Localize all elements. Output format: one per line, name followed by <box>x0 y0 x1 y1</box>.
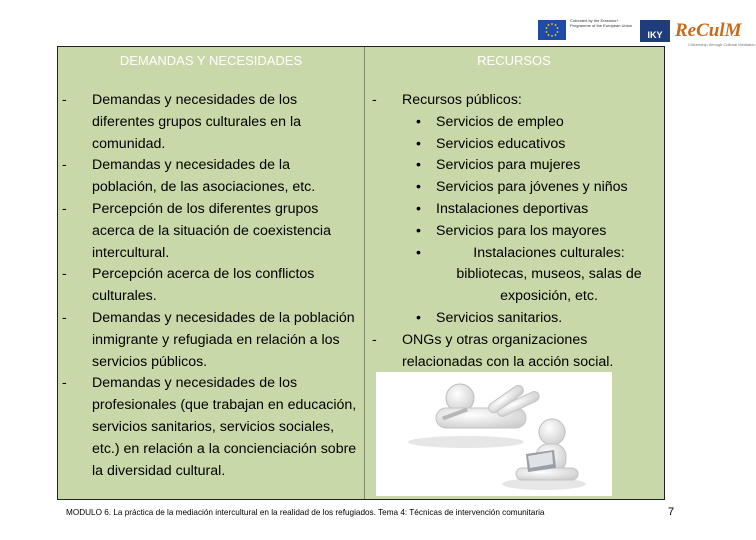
demand-item: - Demandas y necesidades de los diferentes grupos culturales en la comunidad. <box>62 92 301 152</box>
demands-header: DEMANDAS Y NECESIDADES <box>119 53 303 68</box>
iky-logo: IKY <box>640 20 670 42</box>
demand-item: - Demandas y necesidades de la población inmigrante y refugiada en relación a los servicios públicos. <box>62 309 355 370</box>
demand-item: - Percepción acerca de los conflictos culturales. <box>62 266 315 305</box>
footer-text: MODULO 6. La práctica de la mediación intercultural en la realidad de los refugiados. Tema 4: Técnicas de intervención comunitaria <box>66 508 545 517</box>
demand-item: - Percepción de los diferentes grupos acerca de la situación de coexistencia intercultural. <box>62 200 331 261</box>
service-item: • Servicios de empleo <box>416 113 564 130</box>
service-item: • Instalaciones culturales: bibliotecas, museos, salas de exposición, etc. <box>416 244 642 305</box>
resources-list <box>372 90 662 373</box>
ong-item: - ONGs y otras organizaciones relacionadas con la acción social. <box>372 331 614 370</box>
public-services-list <box>372 112 662 330</box>
service-item: • Servicios educativos <box>416 135 566 152</box>
service-item: • Servicios sanitarios. <box>416 309 563 326</box>
resources-header: RECURSOS <box>477 53 551 68</box>
service-item: • Instalaciones deportivas <box>416 200 589 217</box>
reculm-logo-subtitle: Citizenship through Cultural Mediation <box>688 42 756 47</box>
demand-item: - Demandas y necesidades de la población, de las asociaciones, etc. <box>62 157 316 196</box>
reading-figures-illustration <box>376 372 612 496</box>
eu-flag-logo <box>538 20 566 40</box>
reculm-logo: ReCulM <box>675 20 742 41</box>
demands-list <box>58 90 364 482</box>
demand-item: - Demandas y necesidades de los profesionales (que trabajan en educación, servicios sanitarios, servicios sociales, etc.) en relación a la concienciación sobre la diversidad cultural. <box>62 375 357 479</box>
page-number: 7 <box>668 506 675 518</box>
service-item: • Servicios para los mayores <box>416 222 607 239</box>
public-resources-title: - Recursos públicos: <box>372 92 522 108</box>
service-item: • Servicios para jóvenes y niños <box>416 179 628 196</box>
eu-logo-text: Cofunded by the Erasmus+ Programme of the European Union <box>570 18 633 28</box>
demands-column <box>58 47 365 499</box>
service-item: • Servicios para mujeres <box>416 157 581 174</box>
partner-logos <box>538 18 756 48</box>
